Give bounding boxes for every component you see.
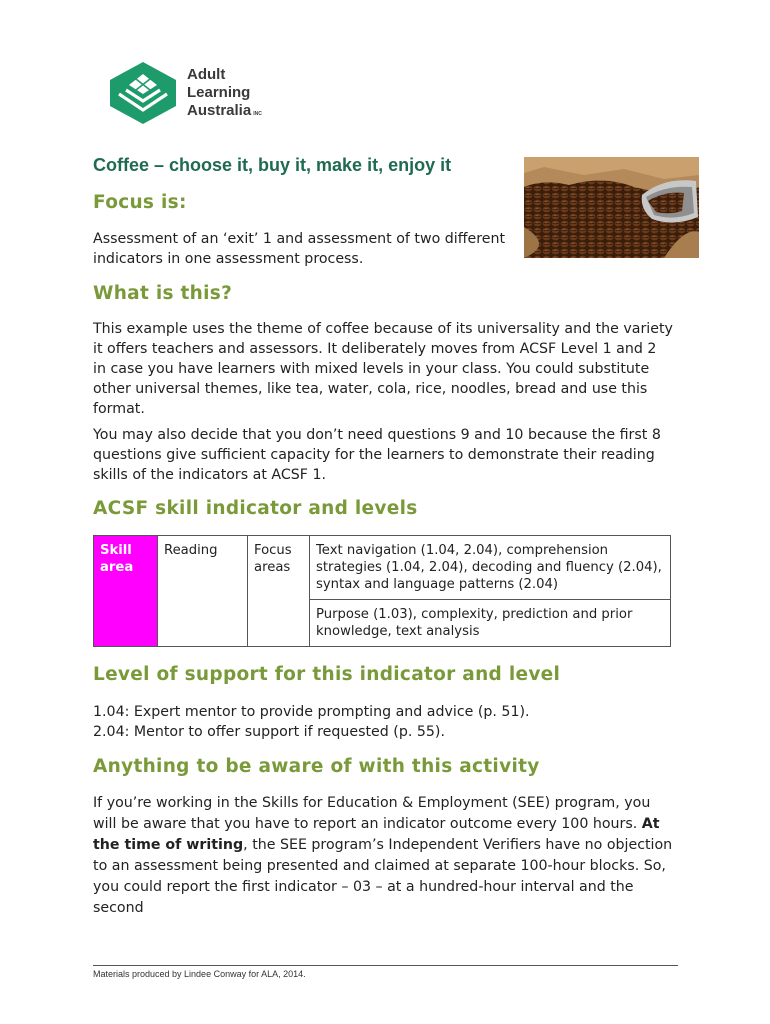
table-row xyxy=(94,536,671,600)
aware-text-a: If you’re working in the Skills for Education & Employment (SEE) program, you will be aware that you have to report an indicator outcome every 100 hours. xyxy=(93,795,651,832)
focus-heading: Focus is: xyxy=(93,192,187,213)
ala-logo xyxy=(108,60,308,130)
logo-line-2: Learning xyxy=(187,84,251,101)
logo-line-3: Australia xyxy=(187,102,252,119)
skill-area-label: Skill area xyxy=(94,536,158,647)
coffee-beans-image xyxy=(524,157,699,258)
acsf-heading: ACSF skill indicator and levels xyxy=(93,498,418,519)
acsf-table xyxy=(93,535,671,647)
logo-line-1: Adult xyxy=(187,66,226,83)
what-paragraph-2: You may also decide that you don’t need questions 9 and 10 because the first 8 questions give sufficient capacity for the learners to demonstrate their reading skills of the indicators at ACSF 1. xyxy=(93,427,661,483)
ala-logo-icon xyxy=(108,60,178,126)
focus-areas-value-2: Purpose (1.03), complexity, prediction and prior knowledge, text analysis xyxy=(310,600,671,647)
what-paragraph-1: This example uses the theme of coffee because of its universality and the variety it offers teachers and assessors. It deliberately moves from ACSF Level 1 and 2 in case you have learners with mixed levels in your class. You could substitute other universal themes, like tea, water, cola, rice, noodles, bread and use this format. xyxy=(93,321,673,417)
focus-areas-label: Focus areas xyxy=(248,536,310,647)
what-heading: What is this? xyxy=(93,283,233,304)
footer-credit: Materials produced by Lindee Conway for ALA, 2014. xyxy=(93,969,306,979)
aware-bold: At the time of writing xyxy=(93,816,660,853)
logo-wordmark xyxy=(187,66,262,123)
focus-areas-value-1: Text navigation (1.04, 2.04), comprehension strategies (1.04, 2.04), decoding and fluency (2.04), syntax and language patterns (2.04) xyxy=(310,536,671,600)
aware-heading: Anything to be aware of with this activity xyxy=(93,756,540,777)
logo-suffix: INC xyxy=(253,111,262,117)
document-title: Coffee – choose it, buy it, make it, enjoy it xyxy=(93,155,452,175)
aware-paragraph xyxy=(93,793,678,919)
support-line-1: 1.04: Expert mentor to provide prompting and advice (p. 51). xyxy=(93,704,530,720)
skill-area-value: Reading xyxy=(158,536,248,647)
aware-text-b: , the SEE program’s Independent Verifiers have no objection to an assessment being presented and claimed at separate 100-hour blocks. So, you could report the first indicator – 03 – at a hundred-hour interval and the second xyxy=(93,837,673,916)
footer-divider xyxy=(93,965,678,966)
support-heading: Level of support for this indicator and level xyxy=(93,664,561,685)
focus-text: Assessment of an ‘exit’ 1 and assessment of two different indicators in one assessment process. xyxy=(93,231,506,267)
support-line-2: 2.04: Mentor to offer support if requested (p. 55). xyxy=(93,724,445,740)
